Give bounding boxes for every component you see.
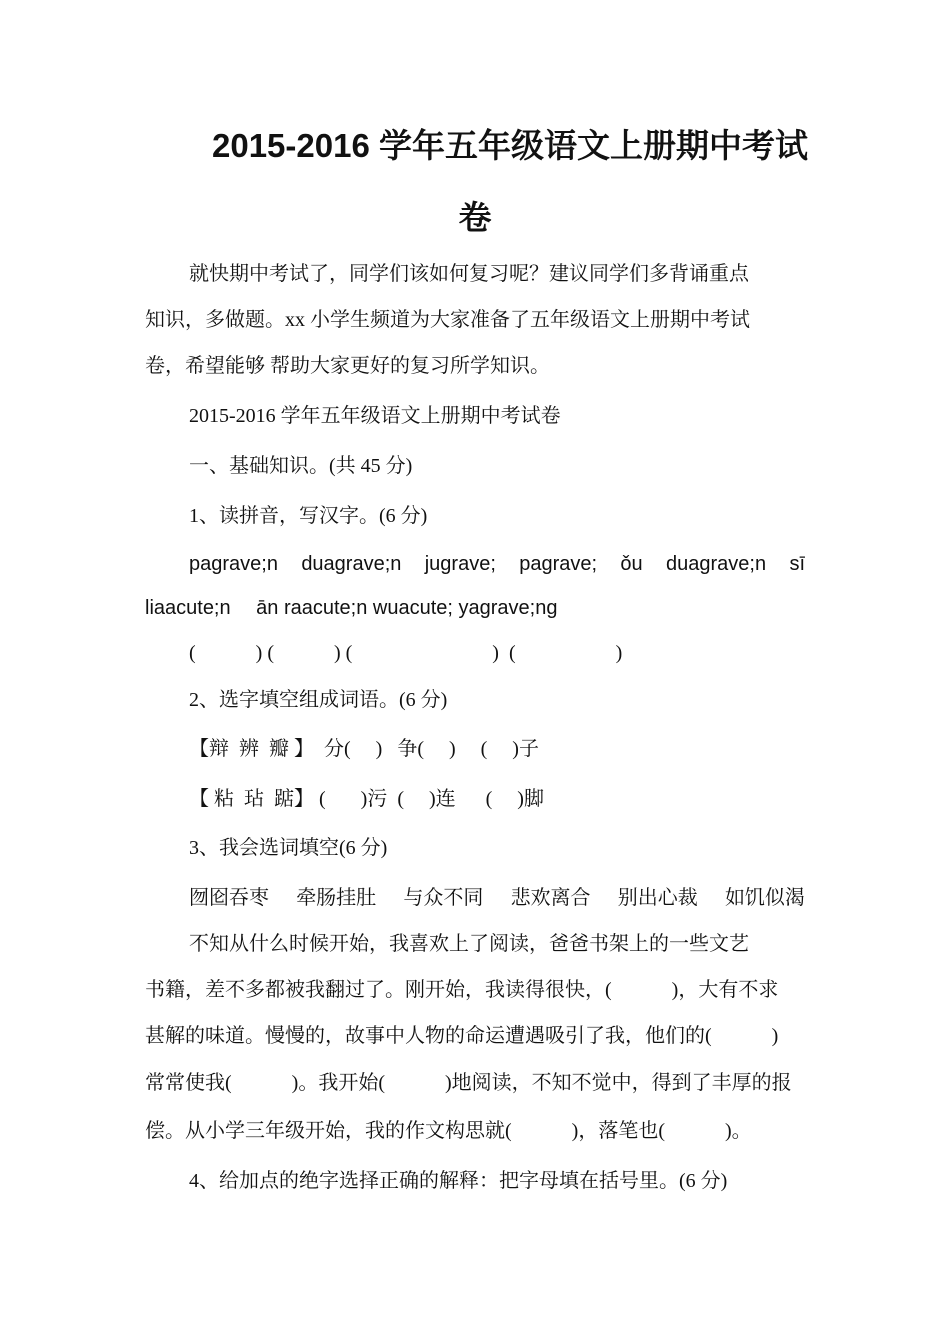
question-1: 1、读拼音，写汉字。(6 分) bbox=[189, 505, 428, 527]
passage-line-3: 甚解的味道。慢慢的，故事中人物的命运遭遇吸引了我，他们的( ) bbox=[145, 1025, 779, 1047]
word-bank-item: 如饥似渴 bbox=[724, 887, 805, 909]
intro-line-1: 就快期中考试了，同学们该如何复习呢？建议同学们多背诵重点 bbox=[189, 263, 749, 285]
pinyin-line-1 bbox=[189, 550, 805, 578]
word-bank-item: 悲欢离合 bbox=[510, 887, 591, 909]
word-bank-item: 别出心裁 bbox=[617, 887, 698, 909]
doc-title-line2: 卷 bbox=[458, 199, 492, 236]
pinyin-item: pagrave;n bbox=[189, 553, 278, 575]
question-3-word-bank bbox=[189, 884, 805, 912]
question-4: 4、给加点的绝字选择正确的解释：把字母填在括号里。(6 分) bbox=[189, 1170, 728, 1192]
question-3: 3、我会选词填空(6 分) bbox=[189, 837, 388, 859]
pinyin-item: ǒu bbox=[620, 553, 643, 575]
word-bank-item: 与众不同 bbox=[403, 887, 484, 909]
question-2-row-1: 【辩 辨 瓣 】 分( ) 争( ) ( )子 bbox=[189, 738, 539, 760]
pinyin-line-2: liaacute;n ān raacute;n wuacute; yagrave;ng bbox=[145, 597, 558, 619]
passage-line-5: 偿。从小学三年级开始，我的作文构思就( )，落笔也( )。 bbox=[145, 1120, 752, 1142]
pinyin-item: duagrave;n bbox=[301, 553, 402, 575]
word-bank-item: 囫囵吞枣 bbox=[189, 887, 269, 909]
word-bank-item: 牵肠挂肚 bbox=[296, 887, 377, 909]
intro-line-2: 知识，多做题。xx 小学生频道为大家准备了五年级语文上册期中考试 bbox=[145, 309, 750, 331]
intro-line-3: 卷，希望能够 帮助大家更好的复习所学知识。 bbox=[145, 355, 550, 377]
section-1-heading: 一、基础知识。(共 45 分) bbox=[189, 455, 413, 477]
pinyin-item: pagrave; bbox=[519, 553, 598, 575]
passage-line-1: 不知从什么时候开始，我喜欢上了阅读，爸爸书架上的一些文艺 bbox=[189, 933, 749, 955]
pinyin-item: jugrave; bbox=[424, 553, 496, 575]
pinyin-item: sī bbox=[789, 553, 805, 575]
passage-line-4: 常常使我( )。我开始( )地阅读，不知不觉中，得到了丰厚的报 bbox=[145, 1072, 792, 1094]
passage-line-2: 书籍，差不多都被我翻过了。刚开始，我读得很快，( )，大有不求 bbox=[145, 979, 779, 1001]
pinyin-item: duagrave;n bbox=[666, 553, 767, 575]
pinyin-blanks: ( ) ( ) ( ) ( ) bbox=[189, 642, 623, 664]
doc-title-line1: 2015-2016 学年五年级语文上册期中考试 bbox=[212, 127, 808, 164]
question-2: 2、选字填空组成词语。(6 分) bbox=[189, 689, 448, 711]
question-2-row-2: 【 粘 玷 踮】 ( )污 ( )连 ( )脚 bbox=[189, 788, 544, 810]
subtitle: 2015-2016 学年五年级语文上册期中考试卷 bbox=[189, 405, 561, 427]
